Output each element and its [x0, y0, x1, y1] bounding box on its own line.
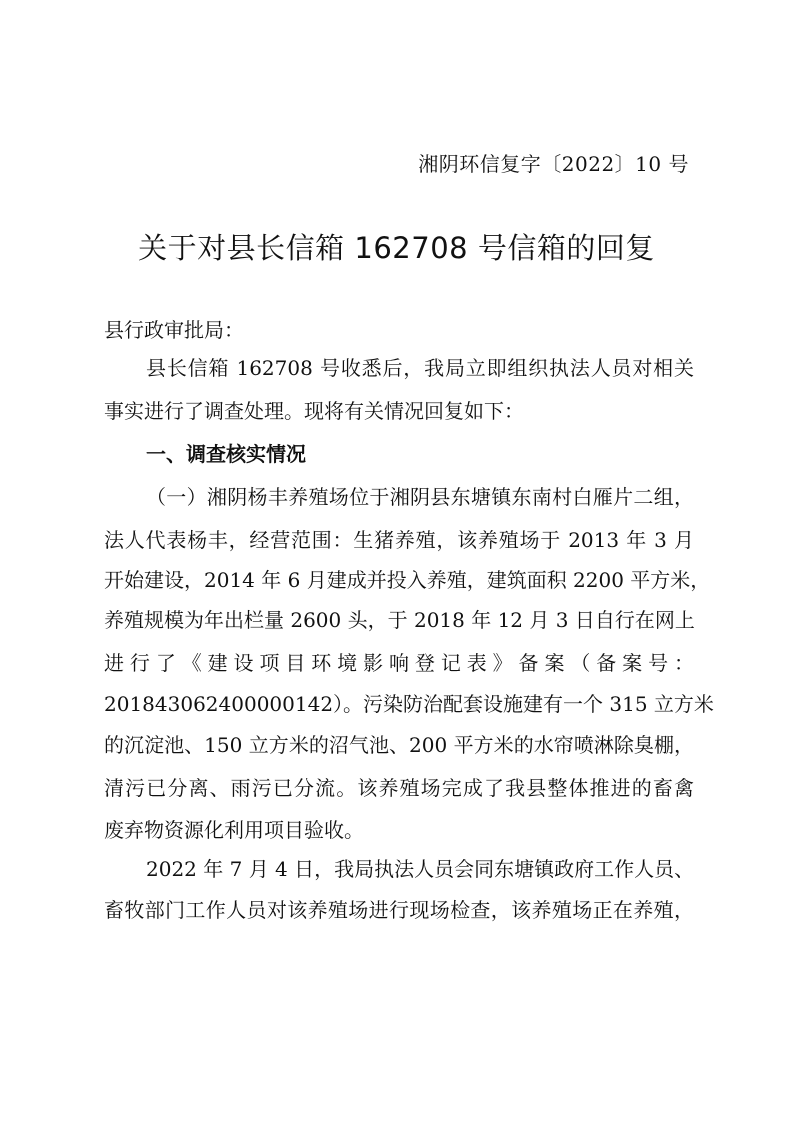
paragraph-line: 养殖规模为年出栏量 2600 头，于 2018 年 12 月 3 日自行在网上: [104, 608, 695, 632]
paragraph-line: 的沉淀池、150 立方米的沼气池、200 平方米的水帘喷淋除臭棚，: [104, 733, 694, 757]
paragraph-line: 进行了《建设项目环境影响登记表》备案（备案号：: [104, 651, 694, 675]
paragraph-line: （一）湘阴杨丰养殖场位于湘阴县东塘镇东南村白雁片二组，: [146, 485, 694, 509]
paragraph-line: 废弃物资源化利用项目验收。: [104, 818, 364, 842]
paragraph-line: 县长信箱 162708 号收悉后，我局立即组织执法人员对相关: [146, 356, 694, 380]
paragraph-line: 法人代表杨丰，经营范围：生猪养殖，该养殖场于 2013 年 3 月: [104, 528, 694, 552]
document-number: 湘阴环信复字〔2022〕10 号: [418, 152, 689, 176]
paragraph-line: 清污已分离、雨污已分流。该养殖场完成了我县整体推进的畜禽: [104, 776, 694, 800]
paragraph-line: 畜牧部门工作人员对该养殖场进行现场检查，该养殖场正在养殖，: [104, 898, 694, 922]
document-title: 关于对县长信箱 162708 号信箱的回复: [138, 231, 655, 265]
section-heading: 一、调查核实情况: [146, 442, 306, 466]
paragraph-line: 事实进行了调查处理。现将有关情况回复如下：: [104, 399, 524, 423]
paragraph-line: 201843062400000142）。污染防治配套设施建有一个 315 立方米: [104, 692, 714, 716]
salutation: 县行政审批局：: [104, 318, 244, 342]
paragraph-line: 2022 年 7 月 4 日，我局执法人员会同东塘镇政府工作人员、: [146, 857, 695, 881]
paragraph-line: 开始建设，2014 年 6 月建成并投入养殖，建筑面积 2200 平方米，: [104, 568, 711, 592]
